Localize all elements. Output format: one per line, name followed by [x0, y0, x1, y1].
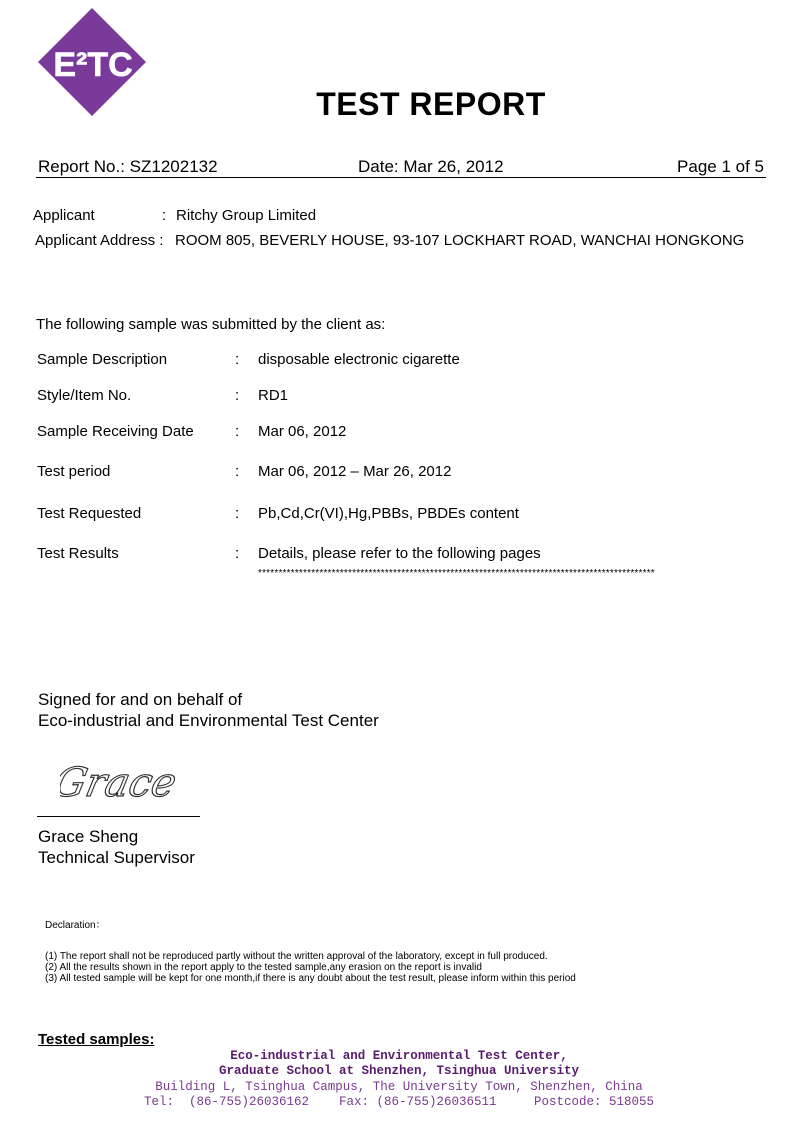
footer-line-2: Graduate School at Shenzhen, Tsinghua University	[218, 1064, 580, 1078]
row-sep: :	[235, 387, 240, 404]
row-label: Sample Description	[37, 351, 168, 368]
signature-line	[37, 816, 200, 817]
row-value: RD1	[258, 387, 289, 404]
row-sep: :	[235, 505, 240, 522]
page-title: TEST REPORT	[316, 86, 546, 122]
footer-line-3: Building L, Tsinghua Campus, The University Town, Shenzhen, China	[155, 1080, 643, 1094]
row-sep: :	[235, 463, 240, 480]
applicant-label: Applicant	[33, 207, 95, 224]
row-value: Mar 06, 2012	[258, 423, 347, 440]
report-number: Report No.: SZ1202132	[38, 157, 218, 176]
declaration-item-1: (1) The report shall not be reproduced partly without the written approval of the laboratory, except in full produced.	[45, 951, 548, 962]
signer-name: Grace Sheng	[38, 827, 139, 846]
star-divider: *************************************************************************************************	[258, 568, 655, 579]
row-value: Details, please refer to the following pages	[258, 545, 541, 562]
report-page: Page 1 of 5	[677, 157, 764, 176]
logo-text: E²TC	[53, 46, 133, 84]
row-label: Test period	[37, 463, 111, 480]
declaration-heading: Declaration：	[45, 920, 106, 931]
row-sep: :	[235, 545, 240, 562]
applicant-address: ROOM 805, BEVERLY HOUSE, 93-107 LOCKHART ROAD, WANCHAI HONGKONG	[175, 232, 745, 249]
row-label: Style/Item No.	[37, 387, 132, 404]
row-sep: :	[235, 351, 240, 368]
row-label: Test Results	[37, 545, 119, 562]
applicant-address-label: Applicant Address :	[35, 232, 164, 249]
declaration-item-2: (2) All the results shown in the report apply to the tested sample,any erasion on the report is invalid	[45, 962, 482, 973]
declaration-item-3: (3) All tested sample will be kept for one month,if there is any doubt about the test result, please inform within this period	[45, 973, 576, 984]
applicant-value: Ritchy Group Limited	[176, 207, 317, 224]
row-sep: :	[235, 423, 240, 440]
row-value: disposable electronic cigarette	[258, 351, 460, 368]
report-date: Date: Mar 26, 2012	[358, 157, 504, 176]
handwritten-signature	[60, 748, 210, 808]
signed-line-1: Signed for and on behalf of	[38, 690, 243, 709]
tested-samples-heading: Tested samples:	[38, 1031, 155, 1048]
footer-line-1: Eco-industrial and Environmental Test Center,	[230, 1049, 568, 1063]
signature-handwriting: Grace	[60, 758, 181, 806]
applicant-sep: :	[162, 207, 167, 224]
intro-text: The following sample was submitted by the client as:	[36, 316, 386, 333]
report-header-line	[36, 155, 766, 178]
row-value: Pb,Cd,Cr(VI),Hg,PBBs, PBDEs content	[258, 505, 519, 522]
signer-position: Technical Supervisor	[38, 848, 195, 867]
footer-line-4: Tel: (86-755)26036162 Fax: (86-755)26036511 Postcode: 518055	[143, 1095, 655, 1109]
row-label: Sample Receiving Date	[37, 423, 194, 440]
row-label: Test Requested	[37, 505, 142, 522]
row-value: Mar 06, 2012 – Mar 26, 2012	[258, 463, 452, 480]
signed-line-2: Eco-industrial and Environmental Test Center	[38, 711, 379, 730]
